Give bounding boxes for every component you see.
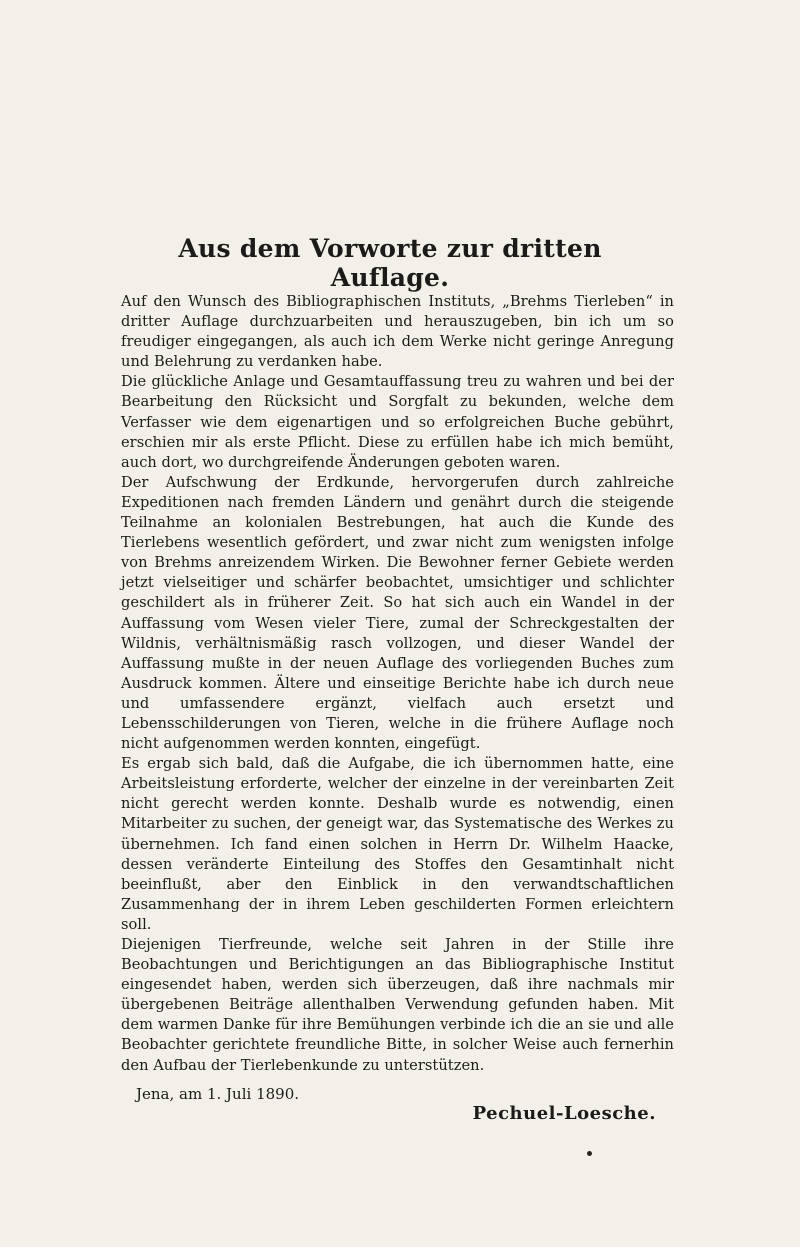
paragraph-2: Die glückliche Anlage und Gesamtauffassung treu zu wahren und bei der Bearbeitung den Rücksicht und Sorgfalt zu bekunden, welche dem Verfasser wie dem eigenartigen und so erfolgreichen Buche gebührt, erschien mir als erste Pflicht. Diese zu erfüllen habe ich mich bemüht, auch dort, wo durchgreifende Änderungen geboten waren. [121, 373, 674, 471]
signature: Pechuel-Loesche. [472, 1103, 656, 1124]
paragraph-5: Diejenigen Tierfreunde, welche seit Jahren in der Stille ihre Beobachtungen und Berichtigungen an das Bibliographische Institut eingesendet haben, werden sich überzeugen, daß ihre nachmals mir übergebenen Beiträge allenthalben Verwendung gefunden haben. Mit dem warmen Danke für ihre Bemühungen verbinde ich die an sie und alle Beobachter gerichtete freundliche Bitte, in solcher Weise auch fernerhin den Aufbau der Tierlebenkunde zu unterstützen. [121, 936, 674, 1074]
preface-body [121, 292, 674, 1076]
dateline: Jena, am 1. Juli 1890. [136, 1085, 300, 1103]
paragraph-3: Der Aufschwung der Erdkunde, hervorgerufen durch zahlreiche Expeditionen nach fremden Ländern und genährt durch die steigende Teilnahme an kolonialen Bestrebungen, hat auch die Kunde des Tierlebens wesentlich gefördert, und zwar nicht zum wenigsten infolge von Brehms anreizendem Wirken. Die Bewohner ferner Gebiete werden jetzt vielseitiger und schärfer beobachtet, umsichtiger und schlichter geschildert als in früherer Zeit. So hat sich auch ein Wandel in der Auffassung vom Wesen vieler Tiere, zumal der Schreckgestalten der Wildnis, verhältnismäßig rasch vollzogen, und dieser Wandel der Auffassung mußte in der neuen Auflage des vorliegenden Buches zum Ausdruck kommen. Ältere und einseitige Berichte habe ich durch neue und umfassendere ergänzt, vielfach auch ersetzt und Lebensschilderungen von Tieren, welche in die frühere Auflage noch nicht aufgenommen werden konnten, eingefügt. [121, 473, 674, 753]
ink-spot [587, 1151, 592, 1156]
page-title: Aus dem Vorworte zur dritten Auflage. [178, 234, 602, 292]
paragraph-1: Auf den Wunsch des Bibliographischen Instituts, „Brehms Tierleben“ in dritter Auflage durchzuarbeiten und herauszugeben, bin ich um so freudiger eingegangen, als auch ich dem Werke nicht geringe Anregung und Belehrung zu verdanken habe. [121, 293, 674, 371]
paragraph-4: Es ergab sich bald, daß die Aufgabe, die ich übernommen hatte, eine Arbeitsleistung erforderte, welcher der einzelne in der vereinbarten Zeit nicht gerecht werden konnte. Deshalb wurde es notwendig, einen Mitarbeiter zu suchen, der geneigt war, das Systematische des Werkes zu übernehmen. Ich fand einen solchen in Herrn Dr. Wilhelm Haacke, dessen veränderte Einteilung des Stoffes den Gesamtinhalt nicht beeinflußt, aber den Einblick in den verwandtschaftlichen Zusammenhang der in ihrem Leben geschilderten Formen erleichtern soll. [121, 755, 674, 933]
